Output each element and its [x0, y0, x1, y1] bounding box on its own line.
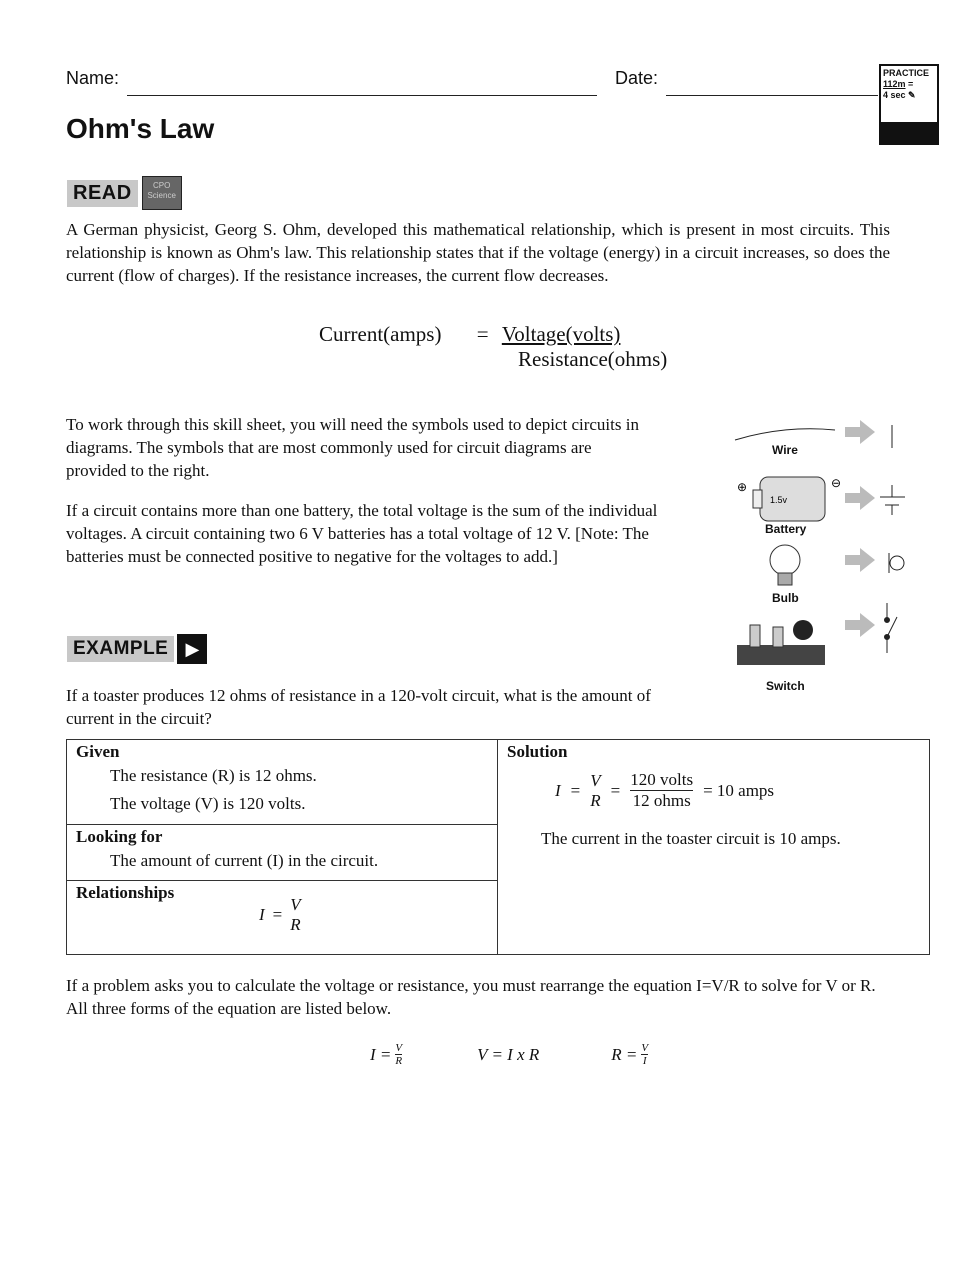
play-arrow-icon: ▶ — [177, 634, 207, 664]
solution-equation: I = V R = $\frac{\text{120 volts}}{\text{12 ohms}}$ = 10 amps — [555, 770, 775, 810]
bulb-label: Bulb — [772, 591, 799, 605]
formula-denominator: Resistance(ohms) — [518, 347, 668, 371]
looking-for-cell — [67, 825, 498, 881]
formula-equals: = — [476, 322, 489, 346]
circuit-symbols-figure — [725, 415, 925, 695]
given-resistance: The resistance (R) is 12 ohms. — [110, 766, 317, 785]
name-label: Name: — [66, 68, 120, 88]
relationship-equation: I = V R — [259, 895, 301, 934]
svg-text:1.5v: 1.5v — [770, 495, 788, 505]
bulb-icon — [770, 545, 800, 585]
wire-label: Wire — [772, 443, 798, 457]
example-section-header — [67, 634, 207, 664]
book-icon: CPO Science — [142, 176, 182, 210]
svg-text:⊕: ⊕ — [737, 480, 748, 494]
name-field[interactable] — [127, 95, 597, 96]
date-field[interactable] — [666, 95, 878, 96]
relationships-heading: Relationships — [76, 883, 175, 902]
svg-text:⊖: ⊖ — [831, 476, 842, 490]
form-voltage: V = I x R — [477, 1044, 540, 1064]
relationships-cell — [67, 881, 498, 955]
equation-forms — [370, 1042, 648, 1067]
example-table — [66, 739, 930, 955]
form-current: I = $\frac{V}{R}$ — [370, 1042, 403, 1067]
bulb-symbol-icon — [889, 553, 904, 573]
form-resistance: R = $\frac{V}{I}$ — [611, 1042, 649, 1067]
rearrange-paragraph: If a problem asks you to calculate the voltage or resistance, you must rearrange the equation I=V/R to solve for V or R. All three forms of the equation are listed below. — [66, 976, 876, 1018]
battery-icon — [737, 476, 841, 521]
formula-numerator: Voltage(volts) — [501, 322, 621, 346]
given-cell — [67, 740, 498, 825]
switch-symbol-icon — [885, 603, 898, 653]
wire-icon — [735, 429, 835, 440]
solution-heading: Solution — [507, 742, 568, 761]
switch-icon — [737, 620, 825, 665]
solution-cell — [498, 740, 930, 955]
read-badge: READ — [67, 180, 138, 207]
batteries-paragraph: If a circuit contains more than one battery, the total voltage is the sum of the individual voltages. A circuit containing two 6 V batteries has a total voltage of 12 V. [Note: The batteries must be connected positive to negative for the voltages to add.] — [66, 501, 658, 566]
arrow-icon — [845, 420, 875, 637]
example-question: If a toaster produces 12 ohms of resistance in a 120-volt circuit, what is the amount of current in the circuit? — [66, 686, 651, 728]
battery-symbol-icon — [880, 485, 905, 515]
given-voltage: The voltage (V) is 120 volts. — [110, 794, 306, 813]
formula-left: Current(amps) — [319, 322, 442, 346]
page-title: Ohm's Law — [66, 113, 215, 144]
looking-for-text: The amount of current (I) in the circuit. — [110, 851, 379, 870]
symbols-paragraph: To work through this skill sheet, you will need the symbols used to depict circuits in diagrams. The symbols that are most commonly used for circuit diagrams are provided to the right. — [66, 415, 639, 480]
looking-for-heading: Looking for — [76, 827, 163, 846]
solution-text: The current in the toaster circuit is 10 amps. — [541, 829, 841, 848]
given-heading: Given — [76, 742, 120, 761]
read-section-header — [67, 176, 182, 210]
example-badge: EXAMPLE — [67, 636, 174, 662]
intro-paragraph: A German physicist, Georg S. Ohm, developed this mathematical relationship, which is present in most circuits. This relationship is known as Ohm's law. This relationship states that if the voltage (energy) in a circuit increases, so does the current (flow of charges). If the resistance increases, the current flow decreases. — [66, 220, 890, 285]
battery-label: Battery — [765, 522, 807, 536]
ohms-law-formula — [319, 322, 667, 372]
date-label: Date: — [615, 68, 659, 88]
switch-label: Switch — [766, 679, 805, 693]
practice-badge-icon: PRACTICE 112m = 4 sec ✎ — [879, 64, 939, 145]
